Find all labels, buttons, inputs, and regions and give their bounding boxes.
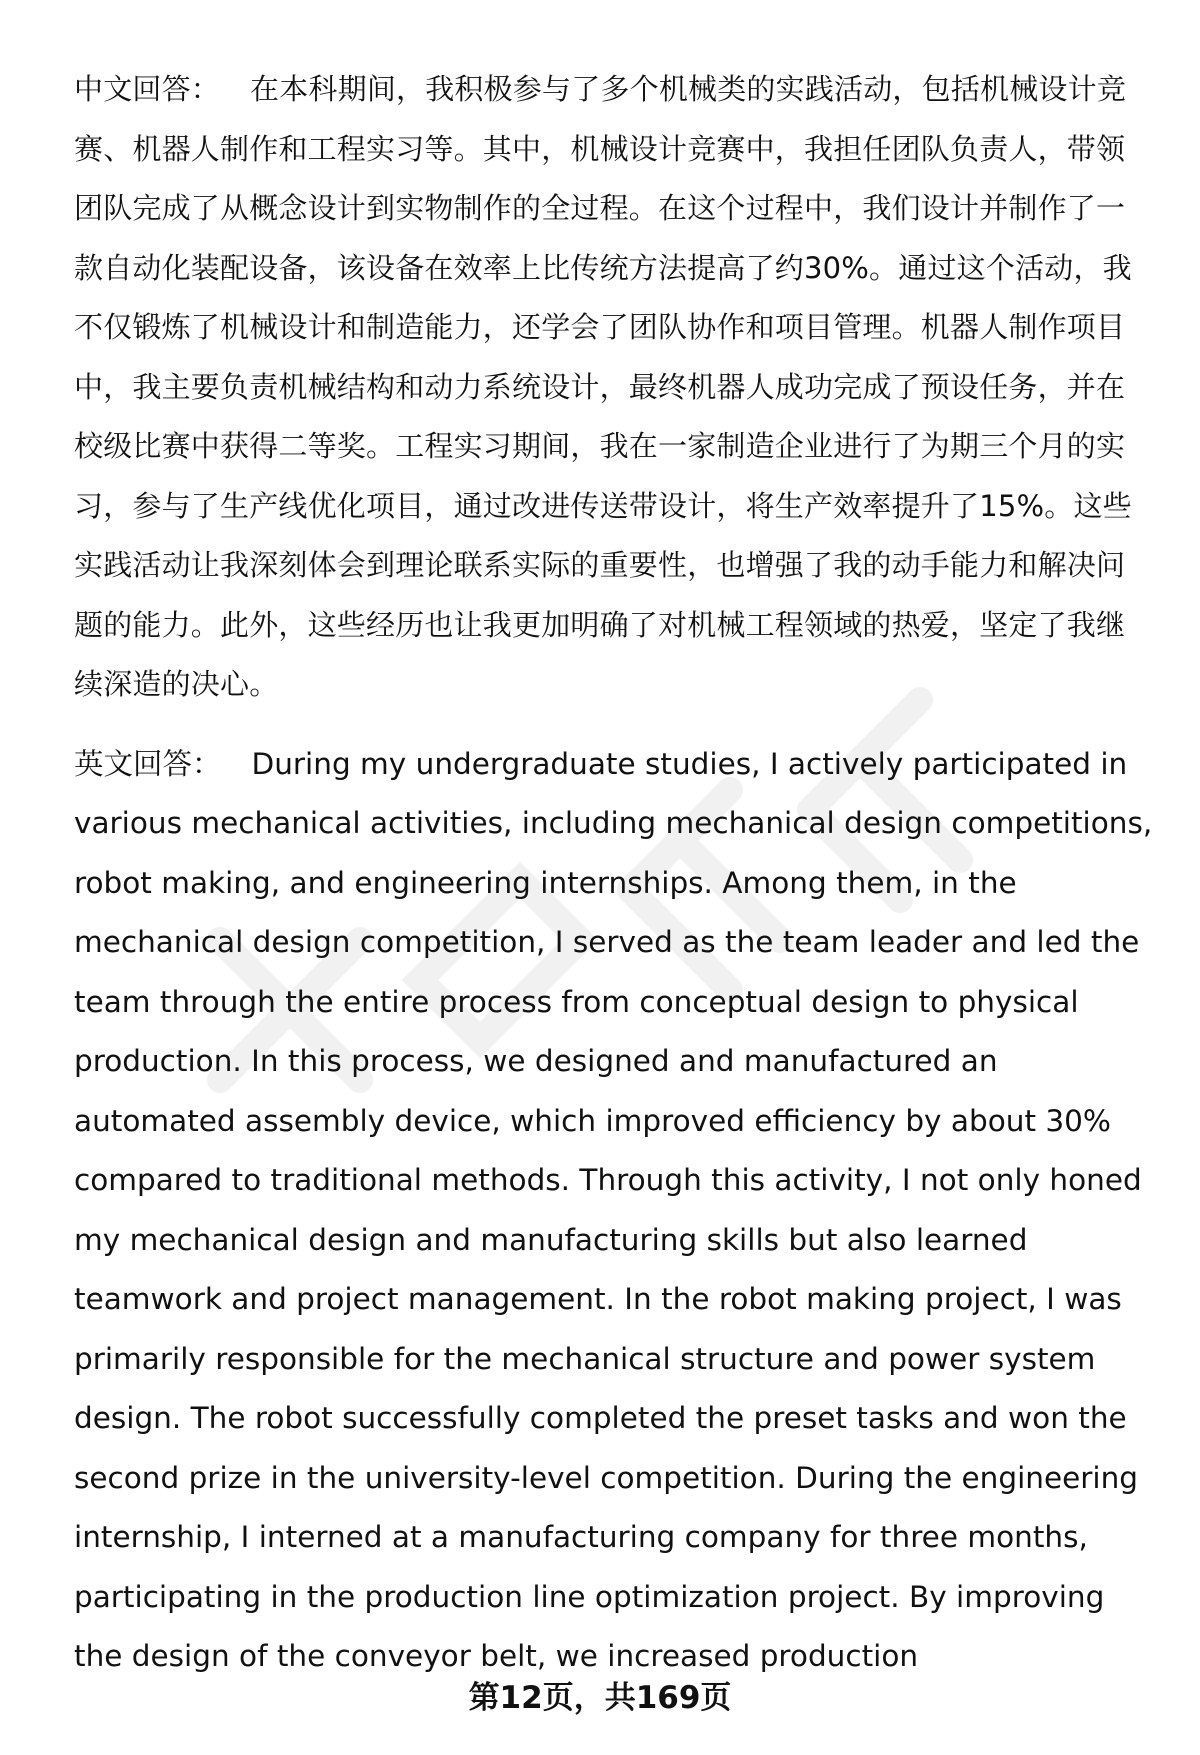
chinese-answer-text: 在本科期间，我积极参与了多个机械类的实践活动，包括机械设计竞赛、机器人制作和工程实习等。其中，机械设计竞赛中，我担任团队负责人，带领团队完成了从概念设计到实物制作的全过程。在这个过程中，我们设计并制作了一款自动化装配设备，该设备在效率上比传统方法提高了约30%。通过这个活动，我不仅锻炼了机械设计和制造能力，还学会了团队协作和项目管理。机器人制作项目中，我主要负责机械结构和动力系统设计，最终机器人成功完成了预设任务，并在校级比赛中获得二等奖。工程实习期间，我在一家制造企业进行了为期三个月的实习，参与了生产线优化项目，通过改进传送带设计，将生产效率提升了15%。这些实践活动让我深刻体会到理论联系实际的重要性，也增强了我的动手能力和解决问题的能力。此外，这些经历也让我更加明确了对机械工程领域的热爱，坚定了我继续深造的决心。	[74, 72, 1132, 701]
english-answer-label: 英文回答：	[74, 746, 222, 781]
english-answer-paragraph	[74, 735, 1154, 1687]
chinese-answer-paragraph	[74, 60, 1154, 715]
english-answer-text: During my undergraduate studies, I actively participated in various mechanical activities, including mechanical design competitions, robot making, and engineering internships. Among them, in the mechanical design competition, I served as the team leader and led the team through the entire process from conceptual design to physical production. In this process, we designed and manufactured an automated assembly device, which improved efficiency by about 30% compared to traditional methods. Through this activity, I not only honed my mechanical design and manufacturing skills but also learned teamwork and project management. In the robot making project, I was primarily responsible for the mechanical structure and power system design. The robot successfully completed the preset tasks and won the second prize in the university-level competition. During the engineering internship, I interned at a manufacturing company for three months, participating in the production line optimization project. By improving the design of the conveyor belt, we increased production	[74, 746, 1153, 1673]
page-number-footer: 第12页，共169页	[468, 1680, 732, 1716]
chinese-answer-label: 中文回答：	[74, 72, 221, 106]
document-body	[74, 60, 1154, 1687]
